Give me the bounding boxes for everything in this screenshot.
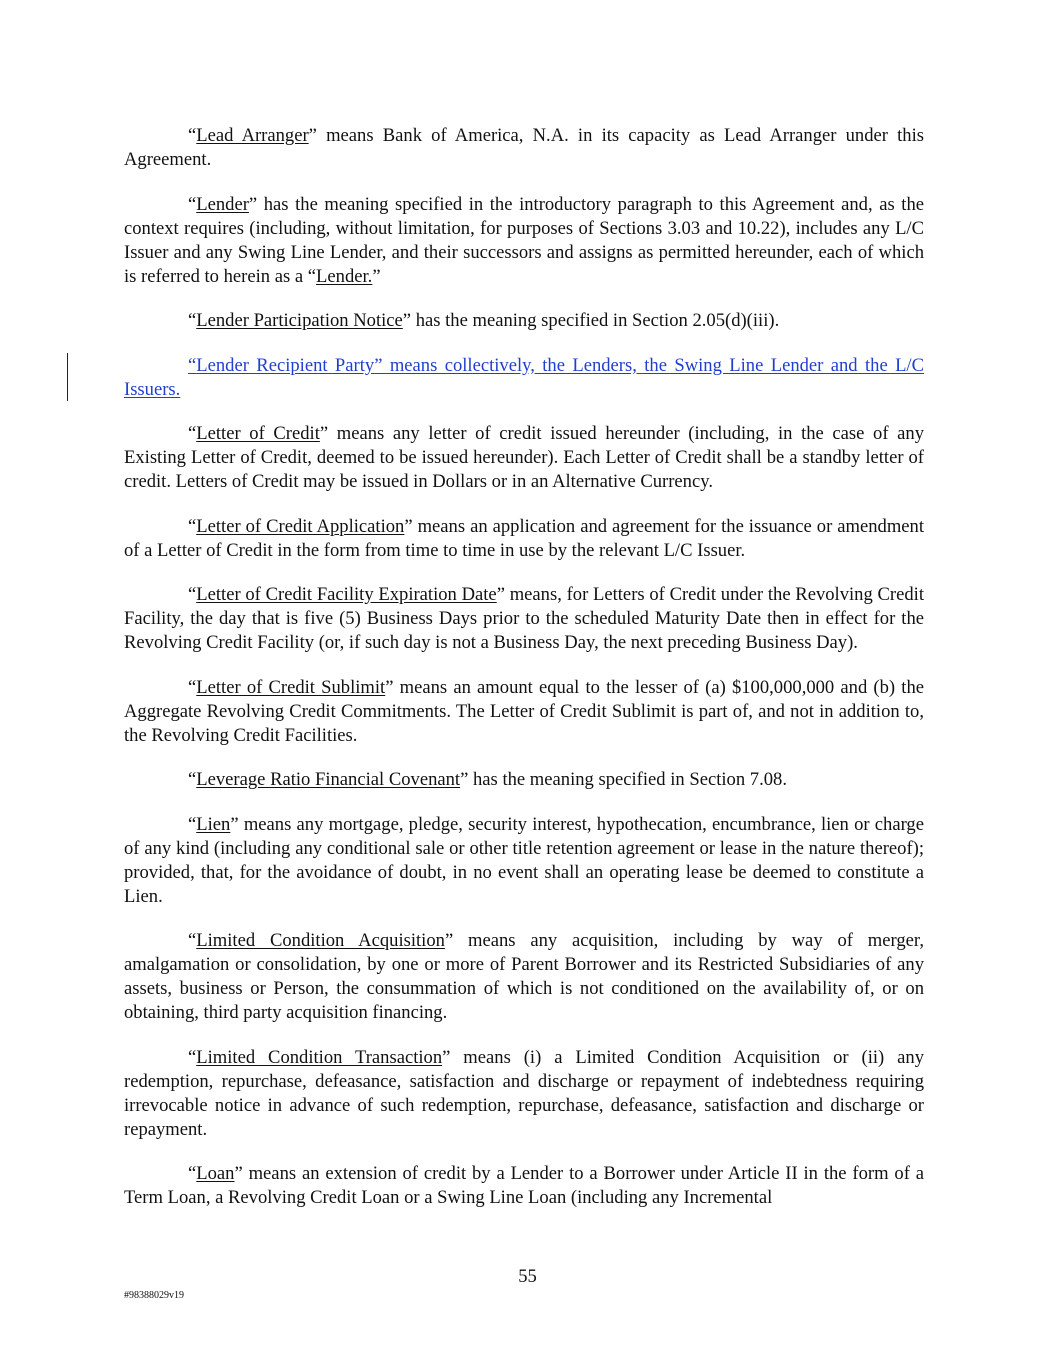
defined-term: Lender Recipient Party [196,354,375,376]
definition-limited-condition-transaction: “Limited Condition Transaction” means (i) a Limited Condition Acquisition or (ii) any redemption, repurchase, defeasance, satisfaction and discharge or repayment of indebtedness requiring irrevocable notice in advance of such redemption, repurchase, defeasance, satisfaction and discharge or repayment. [124,1046,925,1140]
definition-letter-of-credit: “Letter of Credit” means any letter of credit issued hereunder (including, in the case of any Existing Letter of Credit, deemed to be issued hereunder). Each Letter of Credit shall be a standby letter of credit. Letters of Credit may be issued in Dollars or in an Alternative Currency. [124,423,924,492]
defined-term: Loan [196,1163,235,1184]
definition-lien: “Lien” means any mortgage, pledge, security interest, hypothecation, encumbrance, lien or charge of any kind (including any conditional sale or other title retention agreement or lease in the nature thereof); provided, that, for the avoidance of doubt, in no event shall an operating lease be deemed to constitute a Lien. [124,813,924,907]
defined-term: Lender [196,193,249,215]
revision-change-bar [67,353,68,401]
definition-loan: “Loan” means an extension of credit by a Lender to a Borrower under Article II in the form of a Term Loan, a Revolving Credit Loan or a Swing Line Loan (including any Incremental [124,1163,924,1208]
defined-term: Limited Condition Acquisition [196,930,445,951]
page-number: 55 [518,1266,537,1287]
defined-term: Letter of Credit Facility Expiration Date [196,584,497,605]
defined-term: Letter of Credit Application [196,515,405,537]
defined-term: Limited Condition Transaction [196,1046,443,1068]
definition-letter-of-credit-sublimit: “Letter of Credit Sublimit” means an amount equal to the lesser of (a) $100,000,000 and (b) the Aggregate Revolving Credit Commitments. The Letter of Credit Sublimit is part of, and not in addition to, the Revolving Credit Facilities. [124,676,925,746]
document-page [124,124,924,1231]
defined-term: Letter of Credit [196,423,320,444]
defined-term: Lender. [316,265,373,287]
definition-letter-of-credit-facility-expiration-date: “Letter of Credit Facility Expiration Date” means, for Letters of Credit under the Revolving Credit Facility, the day that is five (5) Business Days prior to the scheduled Maturity Date then in effect for the Revolving Credit Facility (or, if such day is not a Business Day, the next preceding Business Day). [124,584,924,653]
defined-term: Lead Arranger [196,125,309,146]
defined-term: Leverage Ratio Financial Covenant [196,769,461,790]
definition-lender-participation-notice: “Lender Participation Notice” has the meaning specified in Section 2.05(d)(iii). [188,310,780,331]
definition-limited-condition-acquisition: “Limited Condition Acquisition” means any acquisition, including by way of merger, amalgamation or consolidation, by one or more of Parent Borrower and its Restricted Subsidiaries of any assets, business or Person, the consummation of which is not conditioned on the availability of, or on obtaining, third party acquisition financing. [124,930,924,1023]
definition-letter-of-credit-application: “Letter of Credit Application” means an application and agreement for the issuance or amendment of a Letter of Credit in the form from time to time in use by the relevant L/C Issuer. [124,515,924,561]
definition-lender: “Lender” has the meaning specified in the introductory paragraph to this Agreement and, as the context requires (including, without limitation, for purposes of Sections 3.03 and 10.22), includes any L/C Issuer and any Swing Line Lender, and their successors and assigns as permitted hereunder, each of which is referred to herein as a “Lender.” [124,193,924,287]
definition-leverage-ratio-financial-covenant: “Leverage Ratio Financial Covenant” has the meaning specified in Section 7.08. [188,769,787,790]
definition-lead-arranger: “Lead Arranger” means Bank of America, N.A. in its capacity as Lead Arranger under this Agreement. [124,125,924,170]
document-id: #98388029v19 [124,1290,184,1301]
defined-term: Lender Participation Notice [196,310,403,331]
definition-lender-recipient-party-inserted: “Lender Recipient Party” means collectively, the Lenders, the Swing Line Lender and the L/C Issuers. [124,354,925,400]
defined-term: Letter of Credit Sublimit [196,676,386,698]
defined-term: Lien [196,813,231,835]
